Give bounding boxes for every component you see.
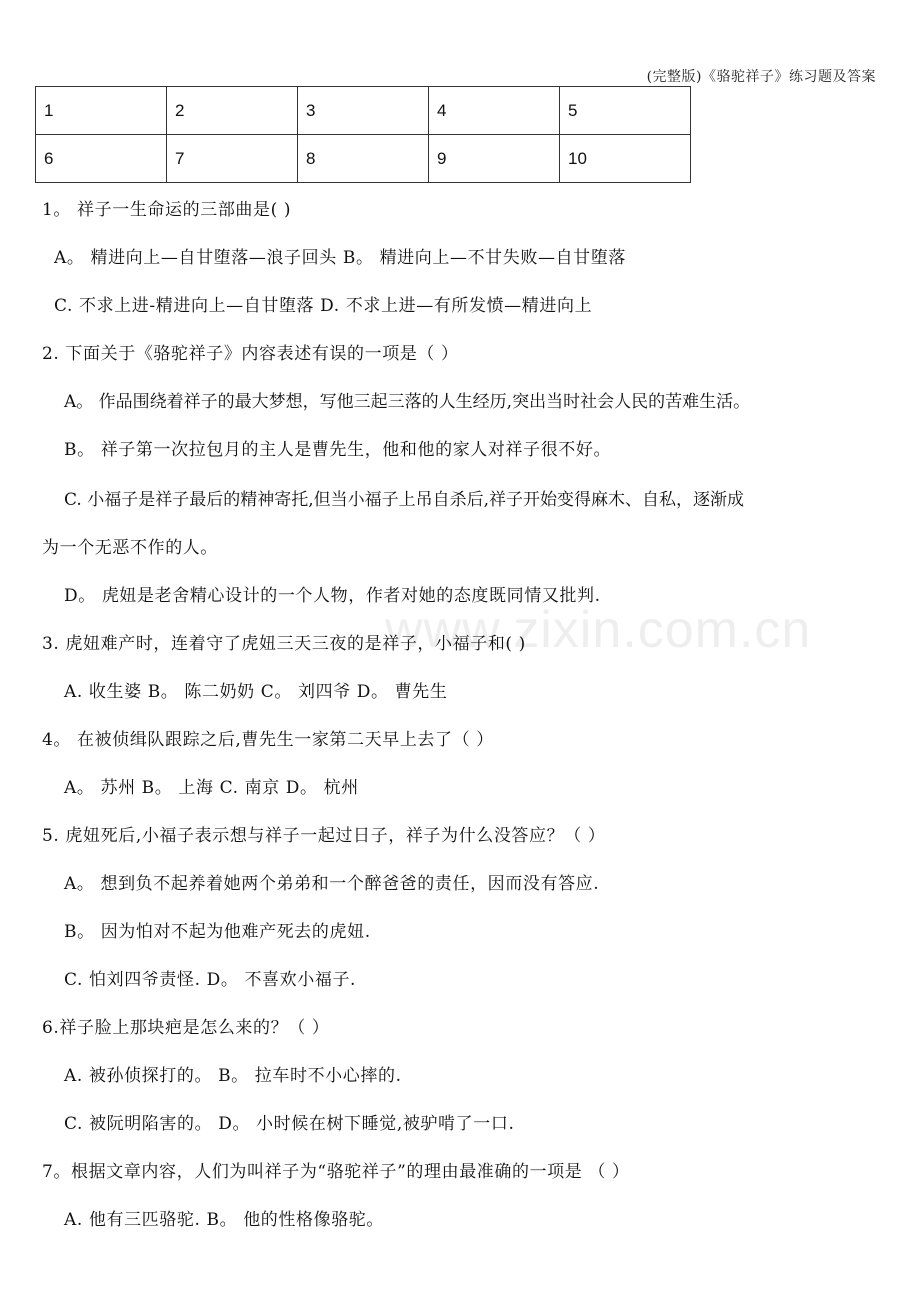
q2-option-a: A。 作品围绕着祥子的最大梦想，写他三起三落的人生经历,突出当时社会人民的苦难生活。	[64, 392, 751, 412]
q6-options-cd: C. 被阮明陷害的。 D。 小时候在树下睡觉,被驴啃了一口.	[64, 1114, 515, 1134]
question-7: 7。根据文章内容，人们为叫祥子为“骆驼祥子”的理由最准确的一项是 （ ）	[42, 1162, 630, 1182]
table-cell: 10	[560, 135, 691, 183]
table-cell: 5	[560, 87, 691, 135]
q5-option-b: B。 因为怕对不起为他难产死去的虎妞.	[64, 922, 371, 942]
q6-options-ab: A. 被孙侦探打的。 B。 拉车时不小心摔的.	[64, 1066, 402, 1086]
table-cell: 2	[167, 87, 298, 135]
table-cell: 4	[429, 87, 560, 135]
q2-option-b: B。 祥子第一次拉包月的主人是曹先生，他和他的家人对祥子很不好。	[64, 440, 612, 460]
q3-options: A. 收生婆 B。 陈二奶奶 C。 刘四爷 D。 曹先生	[64, 682, 448, 702]
table-row	[36, 135, 691, 183]
q4-options: A。 苏州 B。 上海 C. 南京 D。 杭州	[64, 778, 359, 798]
question-3: 3. 虎妞难产时，连着守了虎妞三天三夜的是祥子，小福子和( )	[42, 634, 526, 654]
table-cell: 6	[36, 135, 167, 183]
q2-option-c: C. 小福子是祥子最后的精神寄托,但当小福子上吊自杀后,祥子开始变得麻木、自私，逐渐成	[64, 490, 745, 510]
question-6: 6.祥子脸上那块疤是怎么来的？（ ）	[42, 1018, 330, 1038]
question-4: 4。 在被侦缉队跟踪之后,曹先生一家第二天早上去了（ ）	[42, 730, 494, 750]
page-header: (完整版)《骆驼祥子》练习题及答案	[646, 69, 876, 85]
table-cell: 8	[298, 135, 429, 183]
watermark: www.zixin.com.cn	[385, 601, 812, 659]
q2-option-c-cont: 为一个无恶不作的人。	[42, 538, 218, 558]
question-1: 1。 祥子一生命运的三部曲是( )	[42, 200, 292, 220]
q2-option-d: D。 虎妞是老舍精心设计的一个人物，作者对她的态度既同情又批判.	[64, 586, 601, 606]
table-cell: 3	[298, 87, 429, 135]
question-5: 5. 虎妞死后,小福子表示想与祥子一起过日子，祥子为什么没答应？（ ）	[42, 826, 606, 846]
question-2: 2. 下面关于《骆驼祥子》内容表述有误的一项是（ ）	[42, 344, 459, 364]
q5-option-a: A。 想到负不起养着她两个弟弟和一个醉爸爸的责任，因而没有答应.	[64, 874, 600, 894]
q1-options-ab: A。 精进向上—自甘堕落—浪子回头 B。 精进向上—不甘失败—自甘堕落	[54, 248, 626, 268]
q1-options-cd: C. 不求上进-精进向上—自甘堕落 D. 不求上进—有所发愤—精进向上	[54, 296, 593, 316]
q7-options-ab: A. 他有三匹骆驼. B。 他的性格像骆驼。	[64, 1210, 384, 1230]
q5-options-cd: C. 怕刘四爷责怪. D。 不喜欢小福子.	[64, 970, 357, 990]
table-cell: 7	[167, 135, 298, 183]
table-row	[36, 87, 691, 135]
table-cell: 9	[429, 135, 560, 183]
answer-table	[35, 86, 691, 183]
table-cell: 1	[36, 87, 167, 135]
